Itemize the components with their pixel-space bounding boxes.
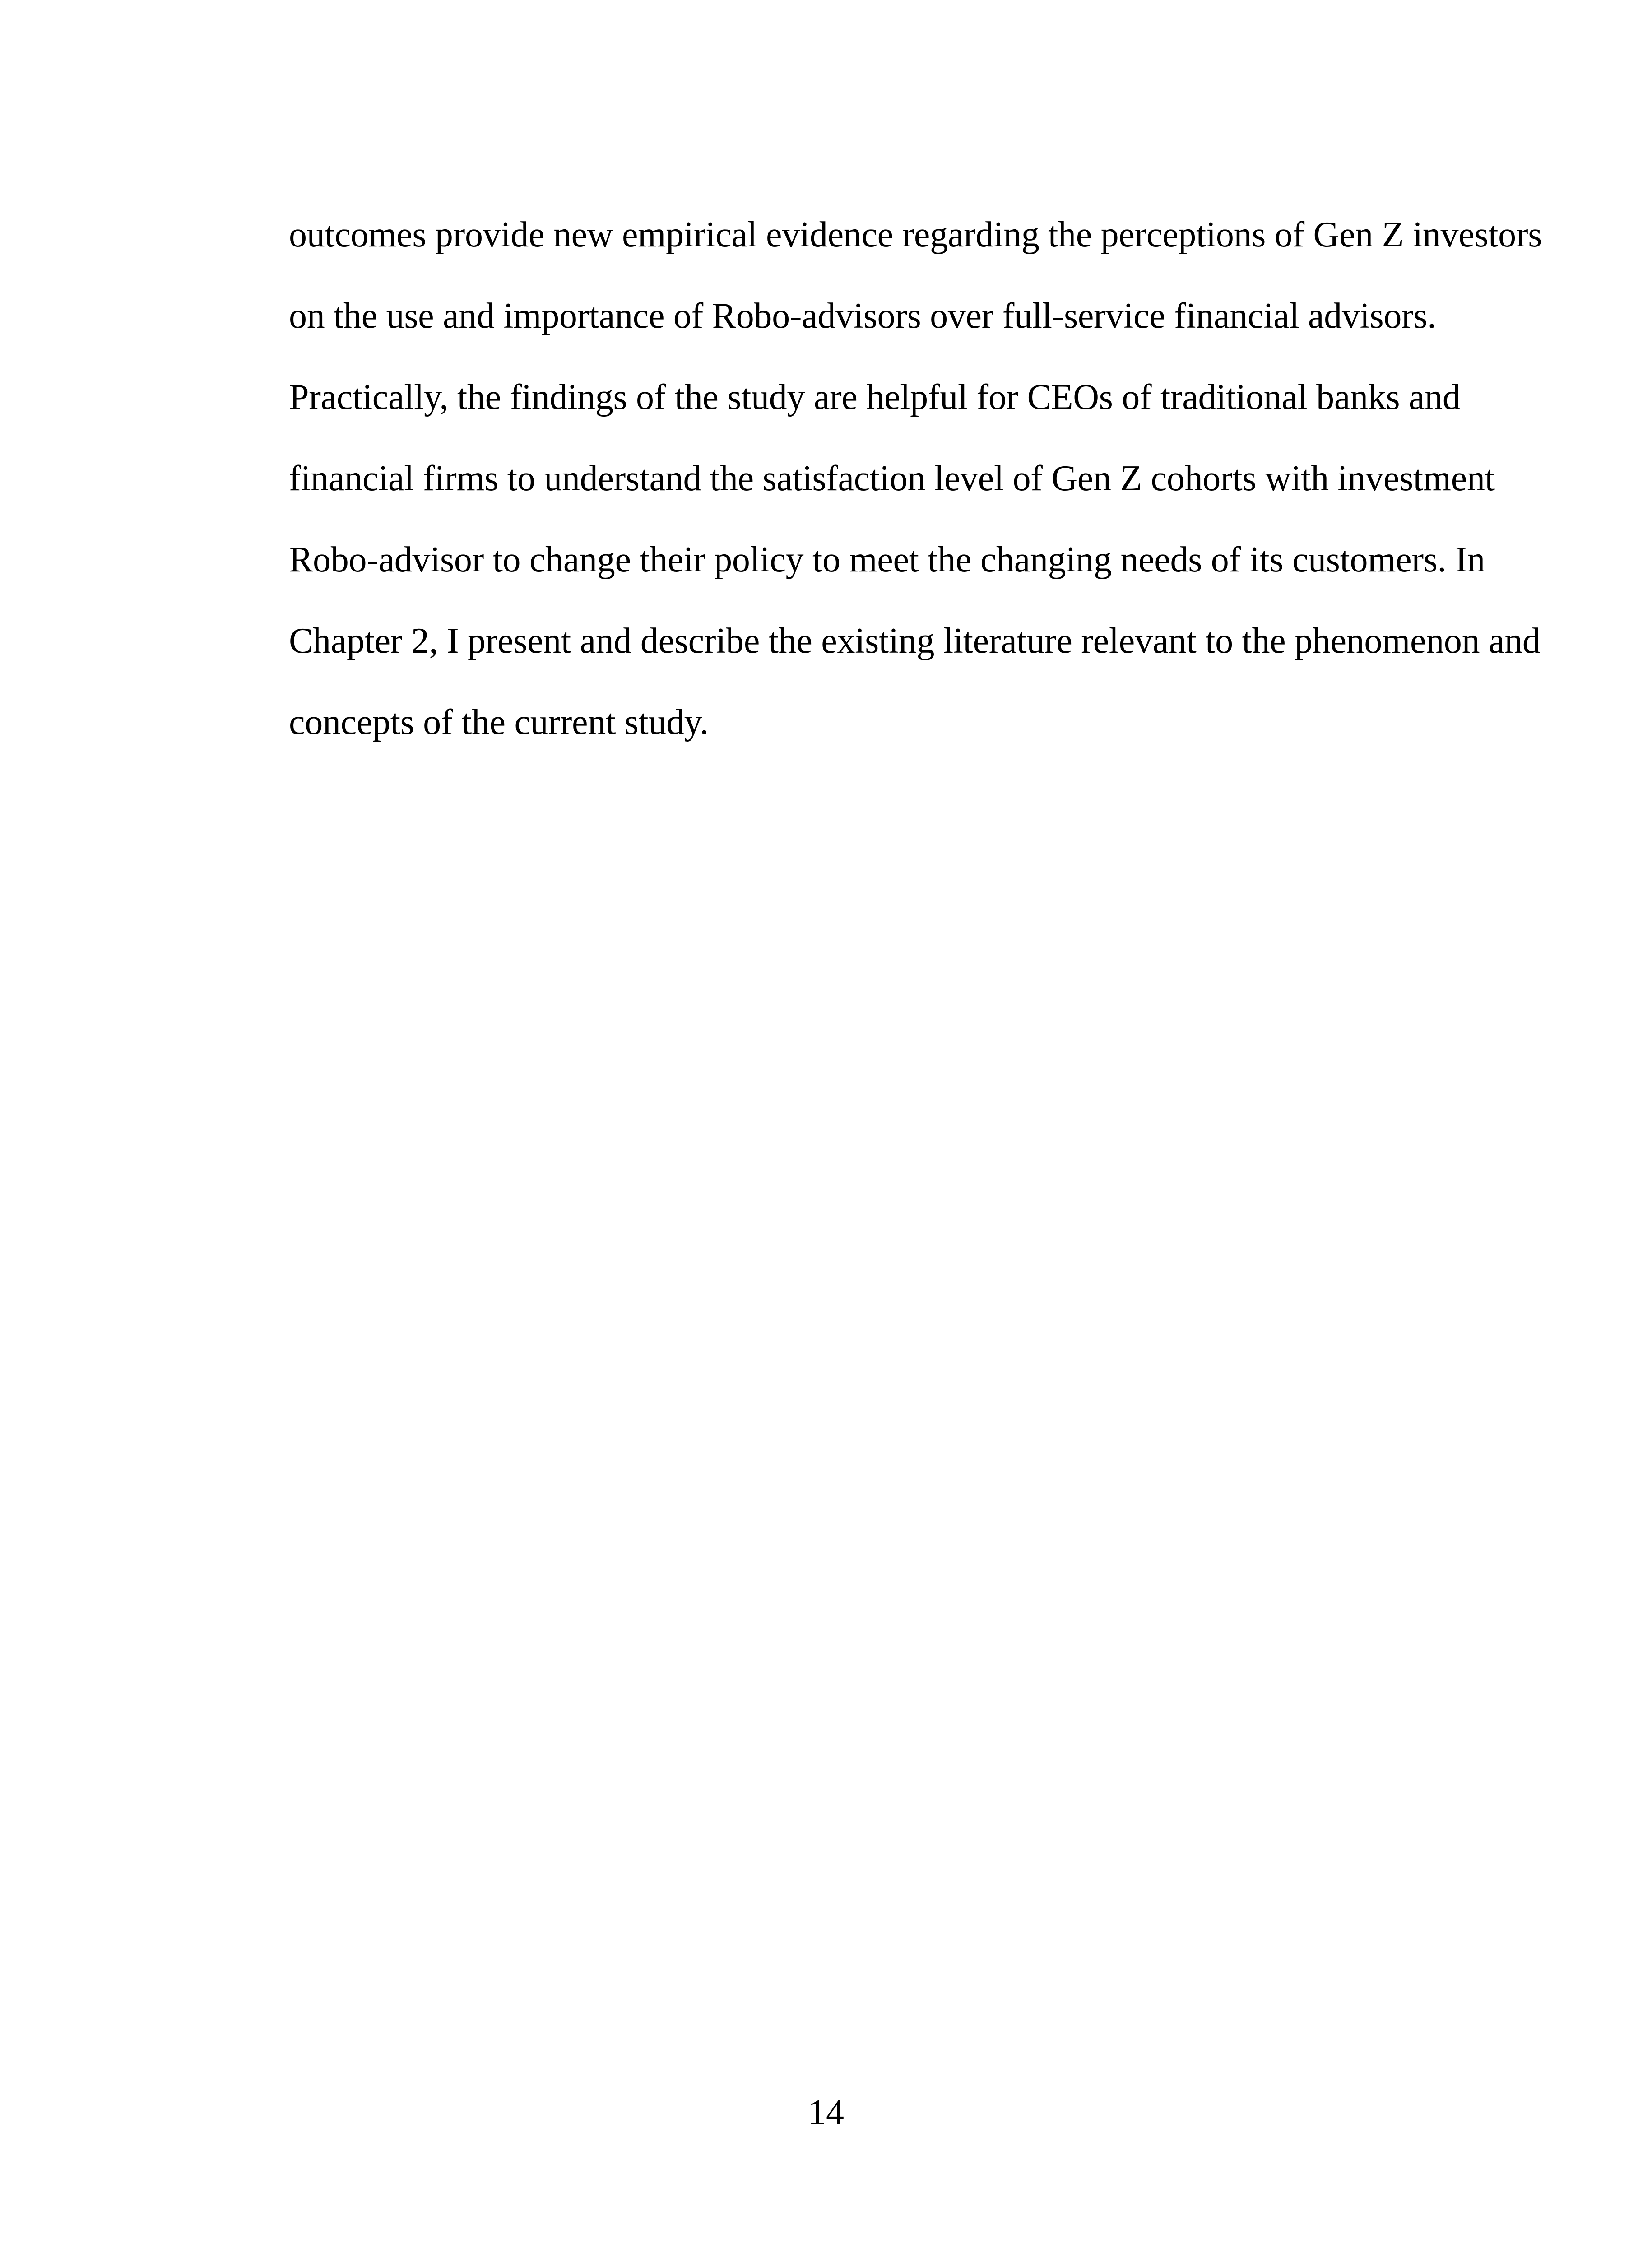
text-line: Practically, the findings of the study are helpful for CEOs of traditional banks and	[289, 377, 1461, 417]
text-line: financial firms to understand the satisfaction level of Gen Z cohorts with investment	[289, 459, 1495, 498]
text-line: on the use and importance of Robo-advisors over full-service financial advisors.	[289, 296, 1436, 336]
body-paragraph	[289, 194, 1542, 763]
text-line: outcomes provide new empirical evidence regarding the perceptions of Gen Z investors	[289, 215, 1542, 255]
text-line: Chapter 2, I present and describe the existing literature relevant to the phenomenon and	[289, 621, 1541, 661]
text-line: concepts of the current study.	[289, 702, 709, 742]
text-line: Robo-advisor to change their policy to meet the changing needs of its customers. In	[289, 540, 1485, 580]
page-number: 14	[808, 2093, 844, 2132]
